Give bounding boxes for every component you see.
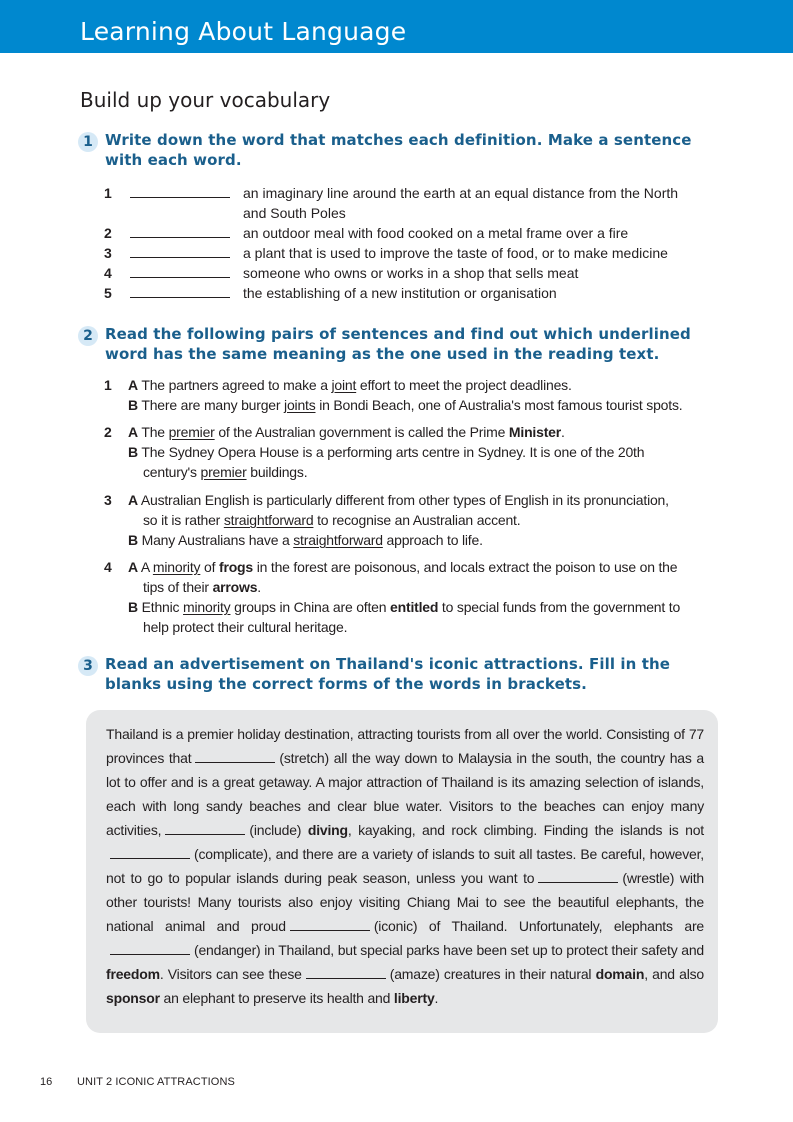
sentence-pair (104, 557, 714, 637)
question-number-badge: 2 (78, 326, 98, 346)
pair-number: 2 (104, 424, 112, 440)
fill-blank-7[interactable] (306, 966, 386, 979)
unit-title: UNIT 2 ICONIC ATTRACTIONS (77, 1076, 235, 1088)
definition: the establishing of a new institution or organisation (243, 285, 557, 301)
question-number-badge: 1 (78, 132, 98, 152)
sentence-a: A The partners agreed to make a joint effort to meet the project deadlines. (128, 377, 572, 393)
bold-word: liberty (393, 990, 435, 1006)
bold-word: Minister (508, 424, 561, 440)
answer-blank[interactable] (130, 237, 230, 238)
item-number: 3 (104, 245, 112, 261)
fill-blank-6[interactable] (110, 942, 190, 955)
underlined-word: straightforward (293, 532, 383, 548)
item-number: 1 (104, 185, 112, 201)
sentence-a: A The premier of the Australian government is called the Prime Minister. (128, 424, 565, 440)
item-number: 2 (104, 225, 112, 241)
sentence-a: A A minority of frogs in the forest are poisonous, and locals extract the poison to use on the (128, 559, 678, 575)
question-instruction: Read an advertisement on Thailand's iconic attractions. Fill in the blanks using the correct forms of the words in brackets. (105, 655, 671, 693)
definition: a plant that is used to improve the taste of food, or to make medicine (243, 245, 668, 261)
underlined-word: minority (183, 599, 231, 615)
underlined-word: minority (152, 559, 201, 575)
page-title: Learning About Language (80, 17, 407, 46)
answer-blank[interactable] (130, 277, 230, 278)
label-a: A (128, 424, 138, 440)
fill-blank-5[interactable] (290, 918, 370, 931)
sentence-b: B Many Australians have a straightforward approach to life. (128, 532, 483, 548)
sentence-a: A Australian English is particularly different from other types of English in its pronunciation, (128, 492, 669, 508)
sentence-pair (104, 422, 714, 482)
label-b: B (128, 599, 138, 615)
bold-word: frogs (218, 559, 253, 575)
fill-blank-4[interactable] (538, 870, 618, 883)
question-instruction: Read the following pairs of sentences and find out which underlined word has the same meaning as the one used in the reading text. (105, 325, 691, 363)
sentence-b-continued: help protect their cultural heritage. (143, 619, 348, 635)
label-a: A (128, 492, 138, 508)
answer-blank[interactable] (130, 257, 230, 258)
sentence-b: B The Sydney Opera House is a performing arts centre in Sydney. It is one of the 20th (128, 444, 645, 460)
item-number: 5 (104, 285, 112, 301)
label-a: A (128, 559, 138, 575)
label-a: A (128, 377, 138, 393)
underlined-word: straightforward (223, 512, 314, 528)
advertisement-text: Thailand is a premier holiday destination, attracting tourists from all over the world. Consisting of 77 provinces that (stretch) all the way down to Malaysia in the south, the country has a lot to offer and is a great getaway. A major attraction of Thailand is its amazing selection of islands, each with long sandy beaches and clear blue water. Visitors to the beaches can enjoy many activities, (include) diving, kayaking, and rock climbing. Finding the islands is not(complicate), and there are a variety of islands to suit all tastes. Be careful, however, not to go to popular islands during peak season, unless you want to (wrestle) with other tourists! Many tourists also enjoy visiting Chiang Mai to see the beautiful elephants, the national animal and proud (iconic) of Thailand. Unfortunately, elephants are(endanger) in Thailand, but special parks have been set up to protect their safety and freedom. Visitors can see these (amaze) creatures in their natural domain, and also sponsor an elephant to preserve its health and liberty. (106, 726, 704, 1006)
definition: an outdoor meal with food cooked on a metal frame over a fire (243, 225, 629, 241)
underlined-word: joint (331, 377, 357, 393)
underlined-word: premier (168, 424, 215, 440)
answer-blank[interactable] (130, 197, 230, 198)
label-b: B (128, 532, 138, 548)
sentence-b: B There are many burger joints in Bondi Beach, one of Australia's most famous tourist spots. (128, 397, 683, 413)
item-number: 4 (104, 265, 112, 281)
question-number-badge: 3 (78, 656, 98, 676)
label-b: B (128, 397, 138, 413)
underlined-word: joints (284, 397, 316, 413)
fill-blank-1[interactable] (195, 750, 275, 763)
page-number: 16 (40, 1076, 53, 1088)
pair-number: 3 (104, 492, 112, 508)
fill-blank-2[interactable] (165, 822, 245, 835)
bold-word: freedom (106, 966, 160, 982)
sentence-a-continued: so it is rather straightforward to recognise an Australian accent. (143, 512, 521, 528)
bold-word: entitled (390, 599, 439, 615)
underlined-word: premier (200, 464, 247, 480)
pair-number: 4 (104, 559, 112, 575)
definition: an imaginary line around the earth at an equal distance from the North and South Poles (243, 185, 679, 221)
sentence-b: B Ethnic minority groups in China are often entitled to special funds from the government to (128, 599, 681, 615)
sentence-a-continued: tips of their arrows. (143, 579, 261, 595)
section-title: Build up your vocabulary (80, 88, 331, 112)
fill-blank-3[interactable] (110, 846, 190, 859)
answer-blank[interactable] (130, 297, 230, 298)
bold-word: domain (595, 966, 645, 982)
pair-number: 1 (104, 377, 112, 393)
question-instruction: Write down the word that matches each definition. Make a sentence with each word. (105, 131, 692, 169)
bold-word: diving (307, 822, 348, 838)
bold-word: sponsor (106, 990, 160, 1006)
bold-word: arrows (212, 579, 258, 595)
label-b: B (128, 444, 138, 460)
definition: someone who owns or works in a shop that sells meat (243, 265, 579, 281)
sentence-pair (104, 490, 714, 550)
sentence-pair (104, 375, 714, 415)
sentence-b-continued: century's premier buildings. (143, 464, 308, 480)
